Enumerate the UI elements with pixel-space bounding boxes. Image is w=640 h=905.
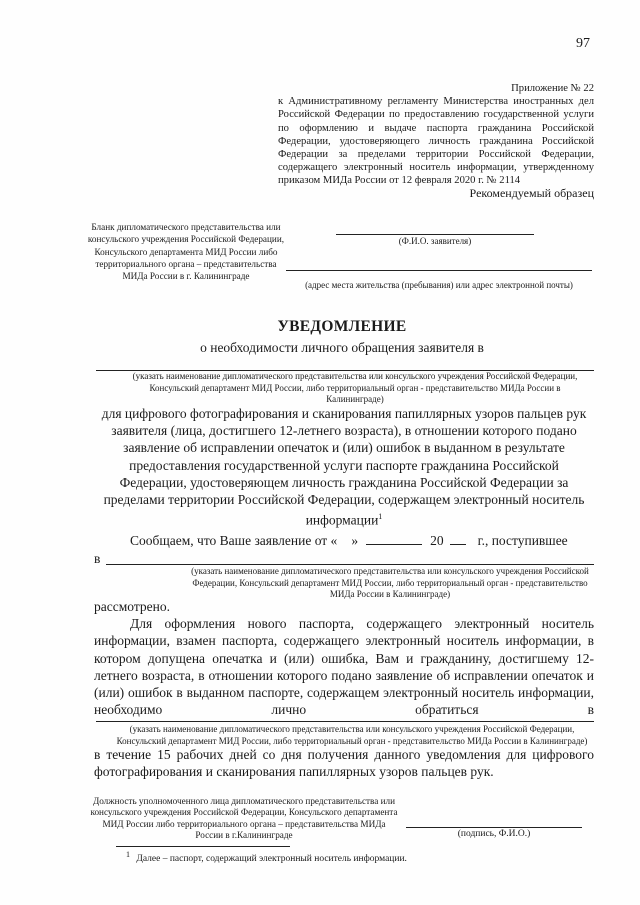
org-line-3 — [96, 721, 594, 722]
org-caption-2: (указать наименование дипломатического представительства или консульского учреждения Российской Федерации, Консульский департамент МИД России, либо территориальный орган - представительство МИДа России в Калининграде) — [191, 566, 589, 599]
footnote-mark: 1 — [126, 850, 130, 859]
inform-part-3: 20 — [430, 533, 444, 548]
official-position: Должность уполномоченного лица дипломатического представительства или консульского учреждения Российской Федерации, Консульского департамента МИД России либо территориального органа – представительства МИДа России в г.Калининграде — [90, 796, 398, 841]
document-title: УВЕДОМЛЕНИЕ — [277, 318, 407, 335]
page-number: 97 — [576, 36, 590, 51]
purpose-text — [94, 405, 594, 529]
inform-part-1: Сообщаем, что Ваше заявление от « — [130, 533, 338, 548]
main-paragraph: Для оформления нового паспорта, содержащего электронный носитель информации, взамен паспорта, содержащего электронный носитель информации, в котором допущена опечатка и (или) ошибка, Вам и гражданину, достигшему 12-летнего возраста, в отношении которого подано заявление об исправлении опечаток и (или) ошибок в выданном паспорте, содержащем электронный носитель информации, необходимо лично обратиться в — [94, 616, 594, 718]
footnote-separator — [116, 846, 290, 847]
footnote-ref: 1 — [378, 512, 383, 522]
inform-line — [94, 532, 594, 549]
document-subtitle: о необходимости личного обращения заявителя в — [200, 340, 484, 355]
appendix-text: к Административному регламенту Министерства иностранных дел Российской Федерации по предоставлению государственной услуги по оформлению и выдаче паспорта гражданина Российской Федерации, удостоверяющего личность гражданина Российской Федерации за пределами территории Российской Федерации, содержащего электронный носитель информации, утвержденному приказом МИДа России от 12 февраля 2020 г. № 2114 — [278, 96, 594, 187]
inform-year-line — [450, 544, 466, 545]
reviewed-text: рассмотрено. — [94, 599, 170, 614]
address-caption: (адрес места жительства (пребывания) или адрес электронной почты) — [305, 280, 573, 290]
letterhead-blank: Бланк дипломатического представительства или консульского учреждения Российской Федерации, Консульского департамента МИД России либо территориального органа – представительства МИДа России в г. Калининграде — [87, 222, 285, 282]
inform-part-2: » — [351, 533, 359, 548]
signature-line — [406, 827, 582, 828]
prefix-v: в — [94, 551, 101, 566]
inform-date-line — [366, 544, 422, 545]
address-line — [286, 270, 592, 271]
appendix-block — [278, 82, 594, 188]
inform-part-4: г., поступившее — [477, 533, 568, 548]
footnote-text: Далее – паспорт, содержащий электронный носитель информации. — [136, 854, 407, 865]
appendix-heading: Приложение № 22 — [511, 83, 594, 94]
org-line-2 — [106, 564, 594, 565]
deadline-text: в течение 15 рабочих дней со дня получения данного уведомления для цифрового фотографирования и сканирования папиллярных узоров пальцев рук. — [94, 747, 594, 780]
signature-caption: (подпись, Ф.И.О.) — [457, 829, 531, 839]
org-caption-3: (указать наименование дипломатического представительства или консульского учреждения Российской Федерации, Консульский департамент МИД России, либо территориальный орган - представительство МИДа России в Калининграде) — [116, 724, 588, 746]
org-caption-1: (указать наименование дипломатического представительства или консульского учреждения Российской Федерации, Консульский департамент МИД России, либо территориальный орган - представительство МИДа России в Калининграде) — [132, 371, 578, 404]
fio-caption: (Ф.И.О. заявителя) — [398, 236, 472, 246]
sample-label: Рекомендуемый образец — [469, 186, 594, 200]
footnote — [126, 850, 407, 864]
fio-line — [336, 234, 534, 235]
purpose-text-body: для цифрового фотографирования и сканирования папиллярных узоров пальцев рук заявителя (лица, достигшего 12-летнего возраста), в отношении которого подано заявление об исправлении опечаток и (или) ошибок в выданном в результате предоставления государственной услуги паспорте гражданина Российской Федерации, удостоверяющем личность гражданина Российской Федерации за пределами территории Российской Федерации, содержащем электронный носитель информации — [101, 406, 587, 528]
